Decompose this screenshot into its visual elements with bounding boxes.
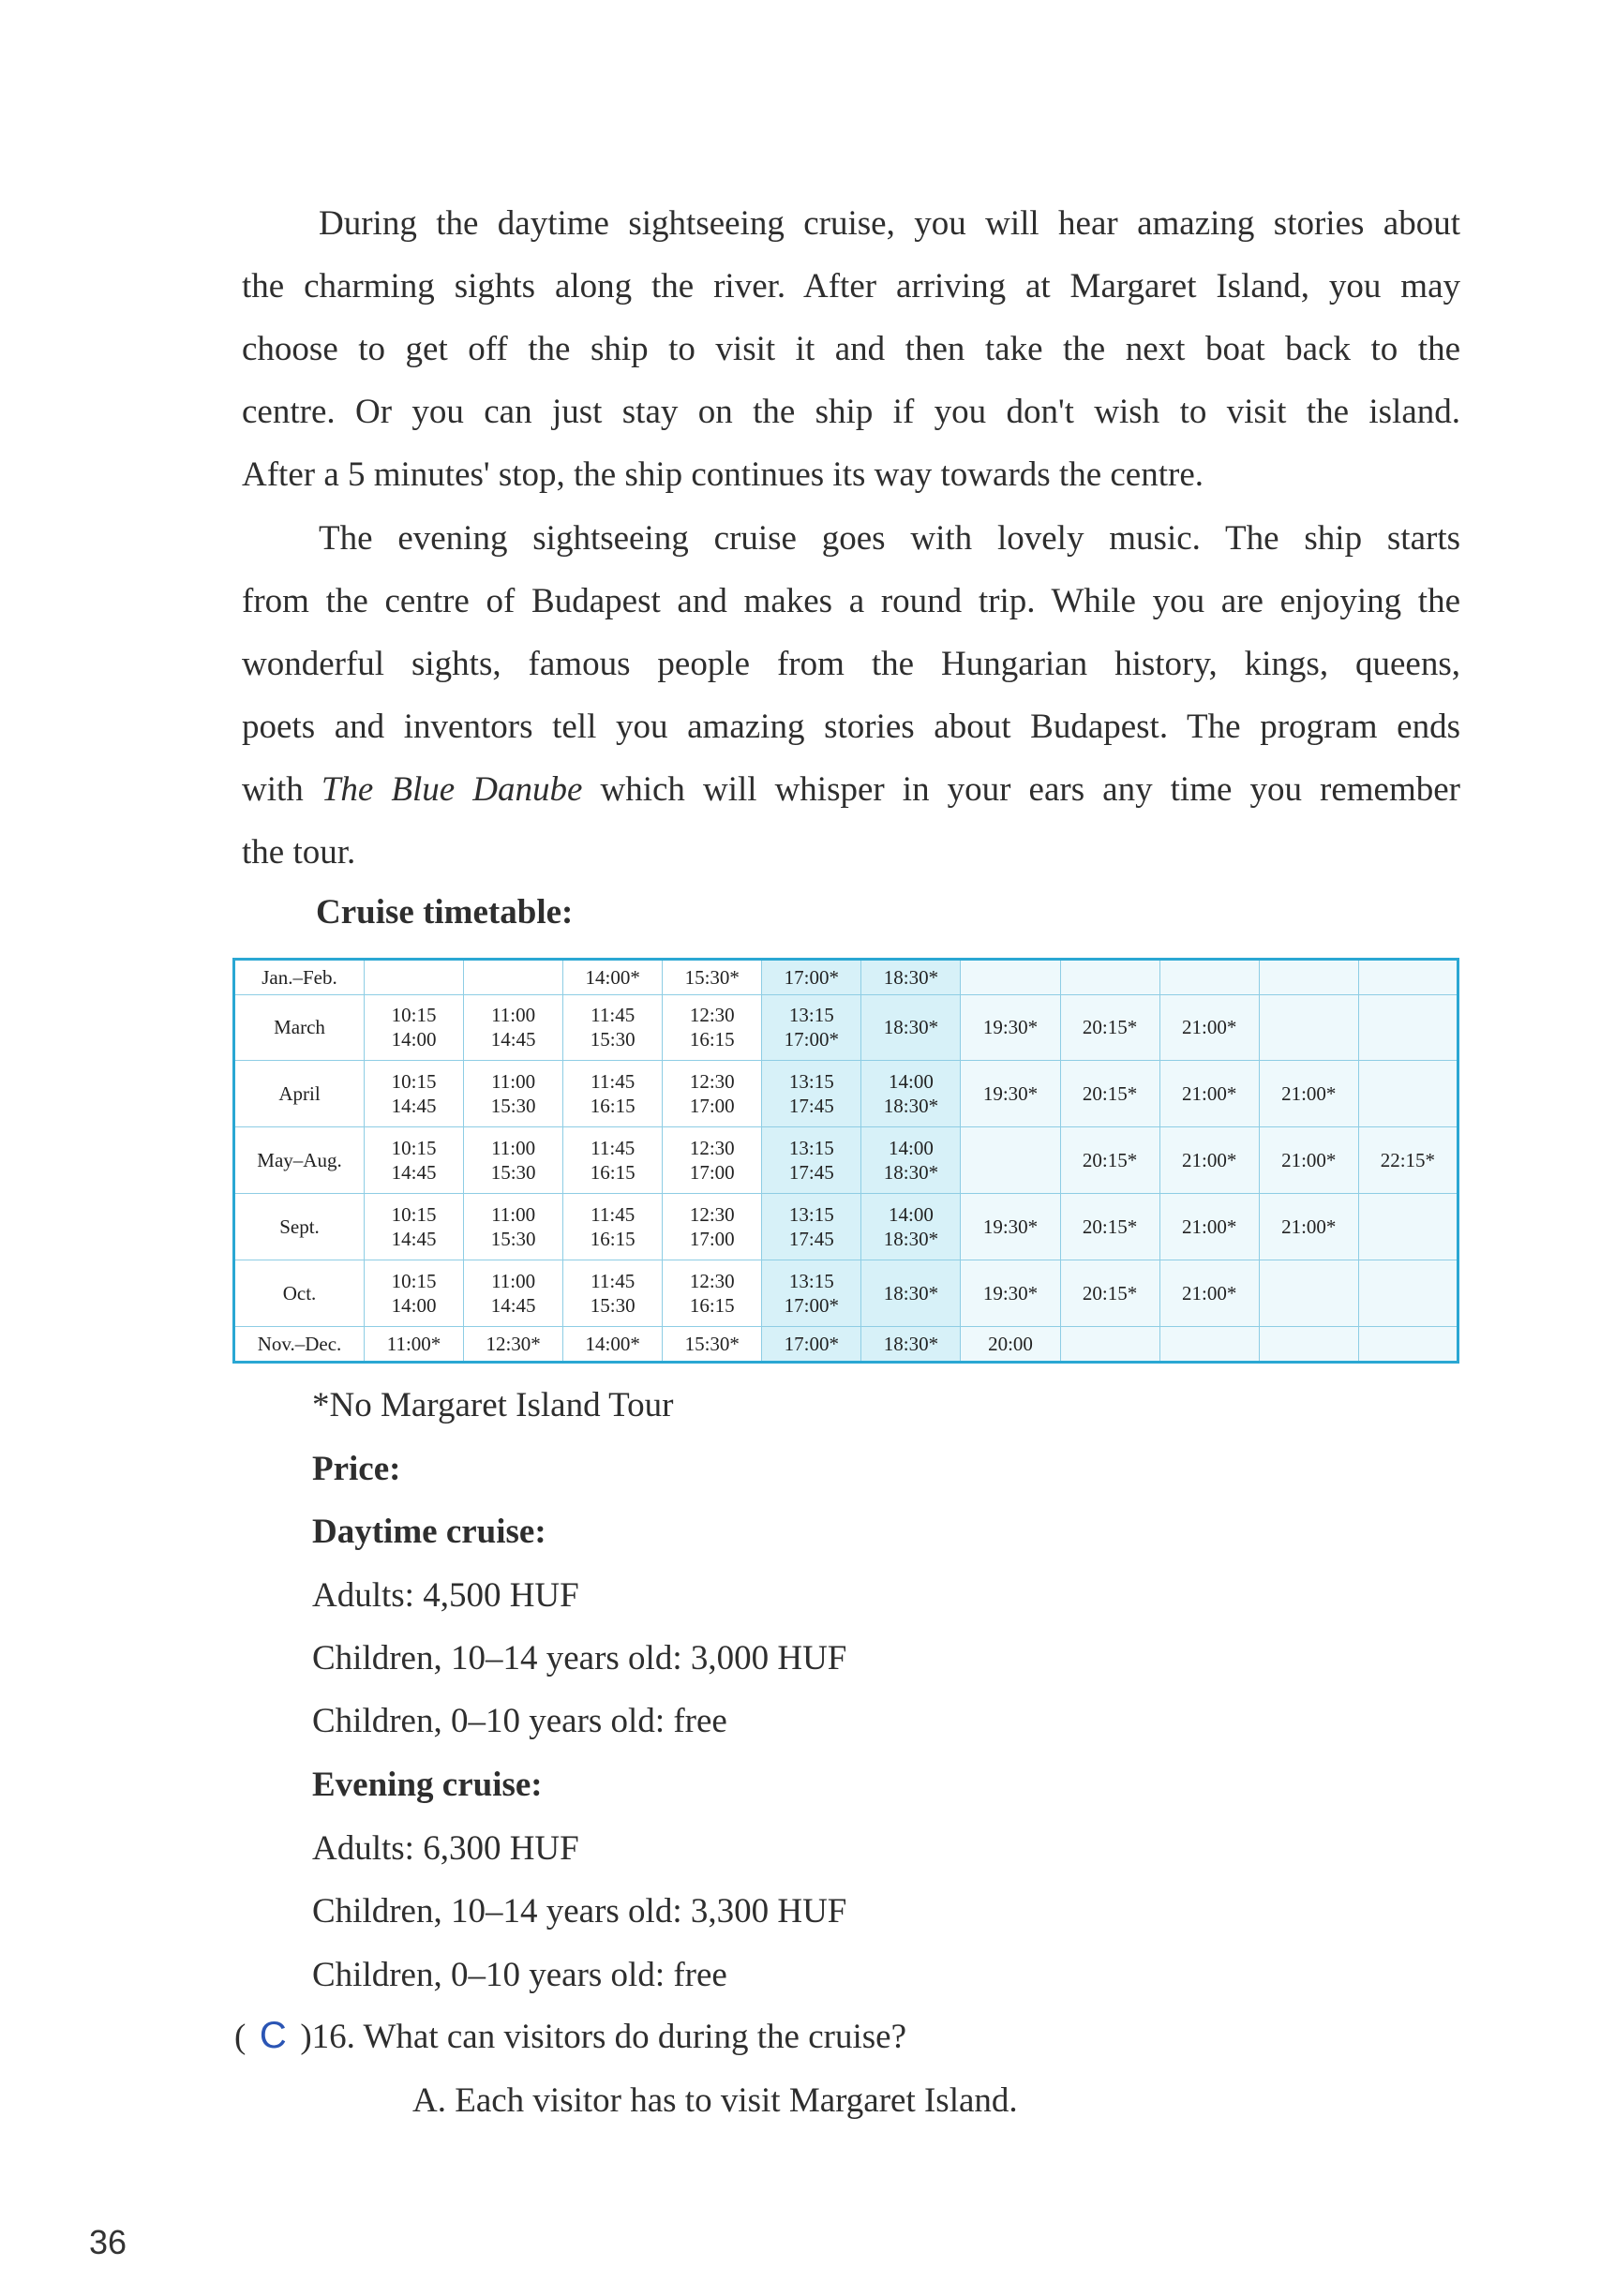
evening-price-children-0-10: Children, 0–10 years old: free: [312, 1956, 727, 1994]
timetable-period-label: Oct.: [234, 1260, 365, 1327]
timetable-cell: 11:45 15:30: [563, 994, 663, 1061]
timetable-cell: 21:00*: [1159, 994, 1259, 1061]
timetable-cell: [1259, 1260, 1358, 1327]
timetable-cell: 11:00 15:30: [464, 1127, 563, 1194]
daytime-price-children-10-14: Children, 10–14 years old: 3,000 HUF: [312, 1639, 847, 1677]
timetable-cell: [1358, 1260, 1458, 1327]
timetable-cell: 14:00*: [563, 960, 663, 995]
timetable-cell: 18:30*: [861, 994, 961, 1061]
paragraph-line: the tour.: [242, 833, 356, 872]
timetable-cell: 11:00 14:45: [464, 1260, 563, 1327]
timetable-cell: 12:30 17:00: [663, 1127, 762, 1194]
daytime-cruise-paragraph: [242, 192, 1460, 506]
timetable-cell: [1259, 994, 1358, 1061]
timetable-cell: [961, 1127, 1060, 1194]
page-number: 36: [89, 2223, 127, 2261]
paragraph-line: During the daytime sightseeing cruise, you will hear amazing stories about: [319, 204, 1460, 243]
timetable-cell: 12:30*: [464, 1327, 563, 1363]
timetable-cell: [1060, 960, 1159, 995]
timetable-cell: 13:15 17:45: [762, 1194, 861, 1260]
timetable-cell: 13:15 17:45: [762, 1061, 861, 1127]
question-16: [234, 2015, 906, 2057]
timetable-footnote: *No Margaret Island Tour: [312, 1386, 674, 1424]
paragraph-line: from the centre of Budapest and makes a round trip. While you are enjoying the: [242, 582, 1460, 620]
timetable-cell: 14:00 18:30*: [861, 1061, 961, 1127]
timetable-cell: 13:15 17:00*: [762, 994, 861, 1061]
timetable-cell: 21:00*: [1259, 1127, 1358, 1194]
timetable-cell: 21:00*: [1259, 1194, 1358, 1260]
timetable-row: [234, 1260, 1458, 1327]
timetable-cell: [1159, 1327, 1259, 1363]
evening-price-heading: Evening cruise:: [312, 1766, 543, 1804]
timetable-cell: 18:30*: [861, 960, 961, 995]
timetable-cell: [1358, 1061, 1458, 1127]
timetable-period-label: March: [234, 994, 365, 1061]
daytime-price-children-0-10: Children, 0–10 years old: free: [312, 1702, 727, 1740]
timetable-cell: 12:30 17:00: [663, 1194, 762, 1260]
timetable-cell: 22:15*: [1358, 1127, 1458, 1194]
timetable-period-label: April: [234, 1061, 365, 1127]
timetable-cell: 11:45 16:15: [563, 1194, 663, 1260]
timetable-cell: 15:30*: [663, 1327, 762, 1363]
paragraph-text: which will whisper in your ears any time you remember: [582, 770, 1460, 809]
timetable-cell: 11:00 14:45: [464, 994, 563, 1061]
timetable-cell: 19:30*: [961, 1260, 1060, 1327]
timetable-period-label: May–Aug.: [234, 1127, 365, 1194]
timetable-cell: 20:15*: [1060, 1260, 1159, 1327]
answer-field[interactable]: C: [259, 2015, 287, 2056]
timetable-cell: 21:00*: [1159, 1061, 1259, 1127]
timetable-cell: 12:30 17:00: [663, 1061, 762, 1127]
timetable-title: Cruise timetable:: [316, 893, 574, 932]
timetable-cell: 13:15 17:45: [762, 1127, 861, 1194]
timetable-cell: 20:15*: [1060, 994, 1159, 1061]
evening-price-adults: Adults: 6,300 HUF: [312, 1829, 579, 1868]
timetable-cell: 20:15*: [1060, 1127, 1159, 1194]
timetable-cell: 17:00*: [762, 960, 861, 995]
timetable-cell: 21:00*: [1159, 1194, 1259, 1260]
timetable-cell: 15:30*: [663, 960, 762, 995]
timetable-cell: [464, 960, 563, 995]
price-heading: Price:: [312, 1450, 401, 1488]
timetable-cell: 11:00 15:30: [464, 1061, 563, 1127]
paragraph-line: The evening sightseeing cruise goes with lovely music. The ship starts: [319, 519, 1460, 558]
timetable-row: [234, 1194, 1458, 1260]
question-text: What can visitors do during the cruise?: [363, 2018, 906, 2056]
timetable-cell: 14:00 18:30*: [861, 1127, 961, 1194]
timetable-cell: 12:30 16:15: [663, 1260, 762, 1327]
cruise-timetable: [232, 958, 1459, 1364]
timetable-cell: 19:30*: [961, 994, 1060, 1061]
option-a: A. Each visitor has to visit Margaret Island.: [412, 2081, 1018, 2120]
timetable-cell: [1358, 1327, 1458, 1363]
timetable-cell: 13:15 17:00*: [762, 1260, 861, 1327]
timetable-period-label: Jan.–Feb.: [234, 960, 365, 995]
timetable-row: [234, 960, 1458, 995]
timetable-row: [234, 1327, 1458, 1363]
paragraph-text: with: [242, 770, 321, 809]
timetable-cell: [1159, 960, 1259, 995]
timetable-cell: 10:15 14:00: [365, 1260, 464, 1327]
timetable-cell: 10:15 14:45: [365, 1194, 464, 1260]
timetable-cell: 14:00 18:30*: [861, 1194, 961, 1260]
timetable-cell: 21:00*: [1259, 1061, 1358, 1127]
daytime-price-adults: Adults: 4,500 HUF: [312, 1576, 579, 1615]
timetable-row: [234, 1127, 1458, 1194]
timetable-cell: 12:30 16:15: [663, 994, 762, 1061]
timetable-cell: [1259, 1327, 1358, 1363]
timetable-cell: 18:30*: [861, 1260, 961, 1327]
timetable-cell: 20:15*: [1060, 1194, 1159, 1260]
timetable-cell: [1259, 960, 1358, 995]
timetable-cell: [1358, 1194, 1458, 1260]
timetable-row: [234, 994, 1458, 1061]
timetable-cell: 11:45 16:15: [563, 1127, 663, 1194]
paragraph-line: centre. Or you can just stay on the ship if you don't wish to visit the island.: [242, 393, 1460, 431]
question-number: )16.: [300, 2018, 355, 2056]
timetable-cell: 10:15 14:45: [365, 1127, 464, 1194]
paragraph-line: wonderful sights, famous people from the Hungarian history, kings, queens,: [242, 645, 1460, 683]
timetable-cell: 21:00*: [1159, 1127, 1259, 1194]
timetable-cell: 10:15 14:00: [365, 994, 464, 1061]
timetable-cell: 19:30*: [961, 1194, 1060, 1260]
timetable-cell: 18:30*: [861, 1327, 961, 1363]
paragraph-line: After a 5 minutes' stop, the ship continues its way towards the centre.: [242, 455, 1204, 494]
timetable-cell: [1358, 960, 1458, 995]
paragraph-line: the charming sights along the river. After arriving at Margaret Island, you may: [242, 267, 1460, 306]
timetable-cell: 11:45 16:15: [563, 1061, 663, 1127]
evening-price-children-10-14: Children, 10–14 years old: 3,300 HUF: [312, 1892, 847, 1931]
paragraph-line: [242, 758, 1460, 821]
answer-open-paren: (: [234, 2018, 247, 2056]
timetable-cell: [1358, 994, 1458, 1061]
evening-cruise-paragraph: [242, 507, 1460, 884]
timetable-row: [234, 1061, 1458, 1127]
timetable-cell: 14:00*: [563, 1327, 663, 1363]
timetable-cell: 11:00 15:30: [464, 1194, 563, 1260]
paragraph-line: poets and inventors tell you amazing stories about Budapest. The program ends: [242, 708, 1460, 746]
song-title: The Blue Danube: [321, 770, 583, 809]
daytime-price-heading: Daytime cruise:: [312, 1513, 546, 1551]
timetable-cell: 11:45 15:30: [563, 1260, 663, 1327]
timetable-cell: [365, 960, 464, 995]
timetable-cell: 19:30*: [961, 1061, 1060, 1127]
timetable-cell: [1060, 1327, 1159, 1363]
timetable-cell: 21:00*: [1159, 1260, 1259, 1327]
timetable-period-label: Nov.–Dec.: [234, 1327, 365, 1363]
timetable-cell: 11:00*: [365, 1327, 464, 1363]
timetable-cell: 10:15 14:45: [365, 1061, 464, 1127]
timetable-cell: 17:00*: [762, 1327, 861, 1363]
paragraph-line: choose to get off the ship to visit it and then take the next boat back to the: [242, 330, 1460, 368]
timetable-period-label: Sept.: [234, 1194, 365, 1260]
timetable-cell: 20:15*: [1060, 1061, 1159, 1127]
timetable-cell: [961, 960, 1060, 995]
timetable-cell: 20:00: [961, 1327, 1060, 1363]
